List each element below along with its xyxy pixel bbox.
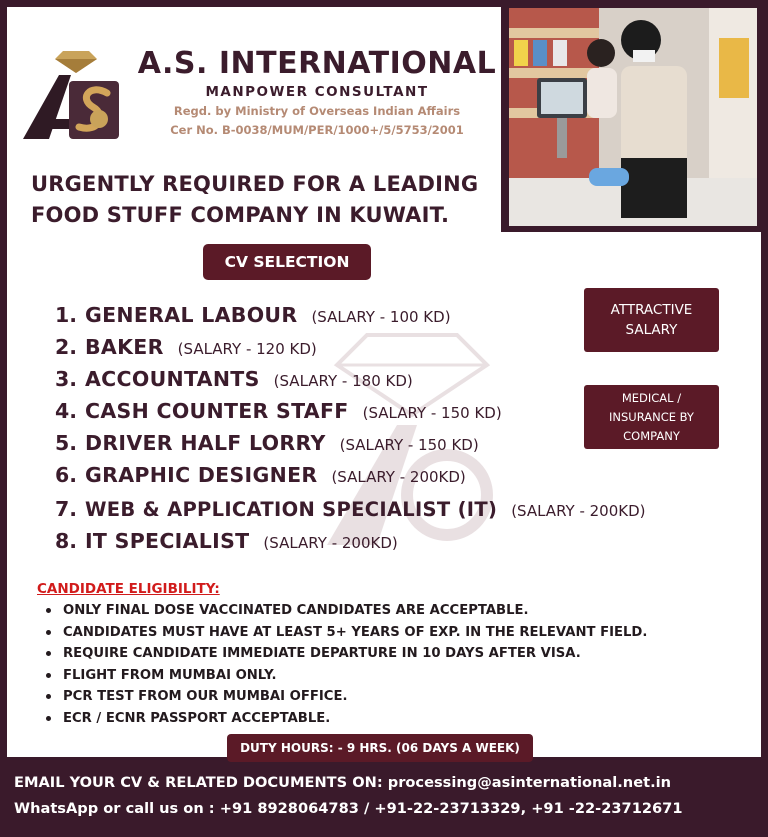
badge-text: MEDICAL /: [621, 390, 682, 405]
headline: [31, 169, 501, 231]
job-item: [47, 497, 646, 527]
job-number: 5.: [54, 431, 77, 455]
job-salary: (SALARY - 180 KD): [273, 372, 413, 390]
job-item: [47, 463, 466, 493]
job-number: 3.: [54, 367, 77, 391]
eligibility-title: CANDIDATE ELIGIBILITY:: [37, 581, 220, 597]
eligibility-section: [37, 580, 737, 729]
company-logo: [19, 47, 125, 147]
job-item: [47, 303, 451, 333]
badge-text: INSURANCE BY: [609, 409, 694, 424]
badge-text: SALARY: [625, 322, 678, 338]
job-salary: (SALARY - 150 KD): [362, 404, 502, 422]
job-item: [47, 367, 413, 397]
registration-text: Regd. by Ministry of Overseas Indian Affairs: [173, 104, 461, 118]
photo-frame: [501, 0, 762, 232]
job-title: GENERAL LABOUR: [85, 303, 298, 327]
job-item: [47, 399, 502, 429]
brand-name: A.S. INTERNATIONAL: [137, 46, 497, 81]
job-salary: (SALARY - 150 KD): [339, 436, 479, 454]
certificate-text: Cer No. B-0038/MUM/PER/1000+/5/5753/2001: [170, 123, 464, 137]
job-item: [47, 431, 479, 461]
eligibility-item: CANDIDATES MUST HAVE AT LEAST 5+ YEARS OF EXP. IN THE RELEVANT FIELD.: [37, 622, 737, 644]
job-salary: (SALARY - 120 KD): [177, 340, 317, 358]
job-salary: (SALARY - 200KD): [511, 502, 646, 520]
cv-selection-pill: CV SELECTION: [203, 244, 371, 280]
brand-subtitle: MANPOWER CONSULTANT: [205, 84, 429, 100]
headline-line-1: URGENTLY REQUIRED FOR A LEADING: [31, 172, 479, 196]
eligibility-list: [37, 600, 737, 729]
job-salary: (SALARY - 200KD): [331, 468, 466, 486]
eligibility-item: ONLY FINAL DOSE VACCINATED CANDIDATES ARE ACCEPTABLE.: [37, 600, 737, 622]
brand-block: [127, 45, 507, 139]
eligibility-item: ECR / ECNR PASSPORT ACCEPTABLE.: [37, 708, 737, 730]
headline-line-2: FOOD STUFF COMPANY IN KUWAIT.: [31, 203, 450, 227]
job-number: 2.: [54, 335, 77, 359]
job-title: CASH COUNTER STAFF: [85, 399, 349, 423]
job-number: 4.: [54, 399, 77, 423]
job-number: 7.: [54, 497, 77, 521]
job-title: WEB & APPLICATION SPECIALIST (IT): [85, 498, 498, 521]
job-number: 8.: [54, 529, 77, 553]
badge-text: COMPANY: [623, 428, 680, 443]
job-number: 1.: [54, 303, 77, 327]
job-number: 6.: [54, 463, 77, 487]
duty-hours-pill: DUTY HOURS: - 9 HRS. (06 DAYS A WEEK): [227, 734, 533, 762]
job-title: DRIVER HALF LORRY: [85, 431, 326, 455]
medical-insurance-badge: [584, 385, 719, 449]
cashier-photo: [509, 8, 757, 226]
attractive-salary-badge: [584, 288, 719, 352]
job-title: GRAPHIC DESIGNER: [85, 463, 318, 487]
job-salary: (SALARY - 100 KD): [311, 308, 451, 326]
job-title: IT SPECIALIST: [85, 529, 250, 553]
eligibility-item: FLIGHT FROM MUMBAI ONLY.: [37, 665, 737, 687]
job-salary: (SALARY - 200KD): [263, 534, 398, 552]
job-title: ACCOUNTANTS: [85, 367, 260, 391]
eligibility-item: PCR TEST FROM OUR MUMBAI OFFICE.: [37, 686, 737, 708]
email-line: EMAIL YOUR CV & RELATED DOCUMENTS ON: processing@asinternational.net.in: [14, 774, 672, 791]
job-item: [47, 529, 398, 559]
phone-line: WhatsApp or call us on : +91 8928064783 / +91-22-23713329, +91 -22-23712671: [14, 800, 683, 817]
contact-footer: [14, 770, 759, 822]
badge-text: ATTRACTIVE: [610, 302, 693, 318]
eligibility-item: REQUIRE CANDIDATE IMMEDIATE DEPARTURE IN 10 DAYS AFTER VISA.: [37, 643, 737, 665]
job-item: [47, 335, 317, 365]
job-title: BAKER: [85, 335, 164, 359]
